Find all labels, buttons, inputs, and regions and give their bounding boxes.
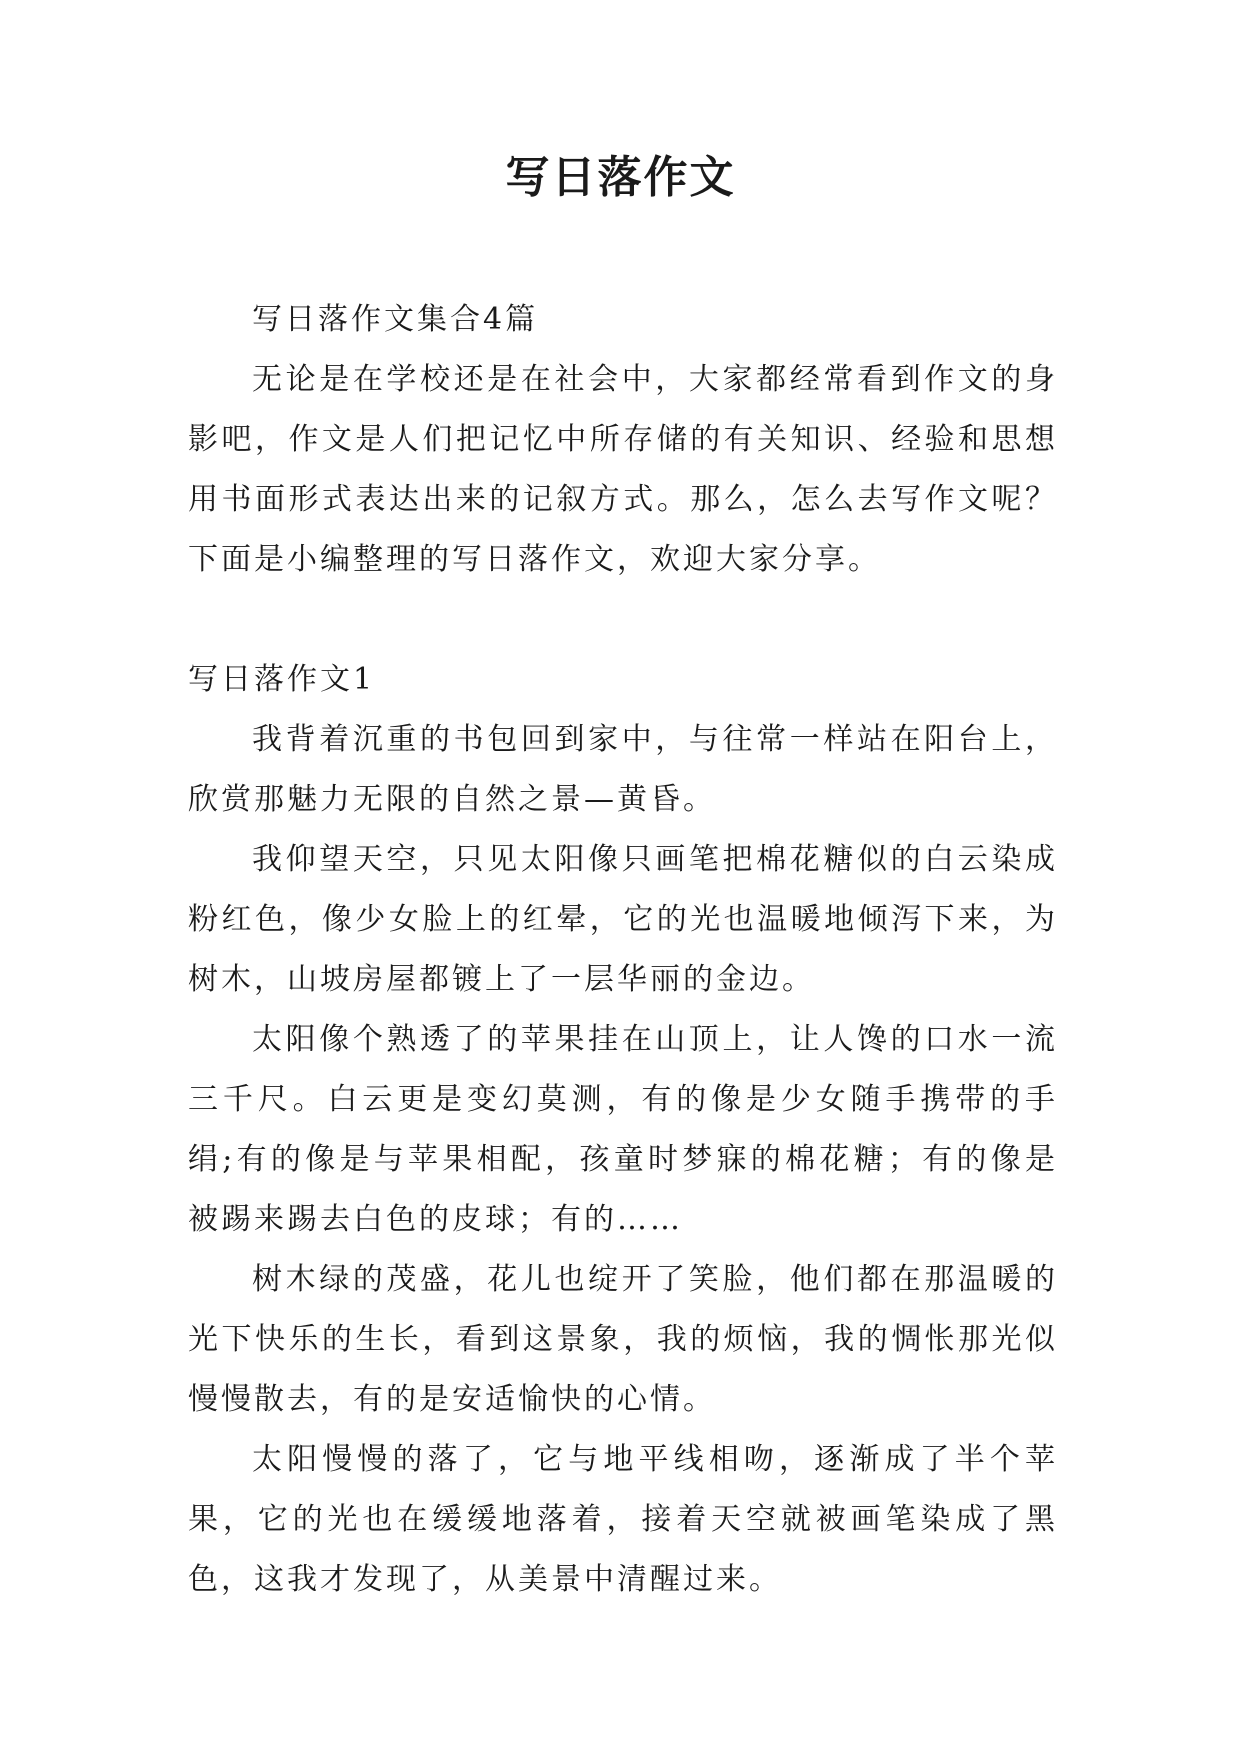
document-title: 写日落作文: [505, 152, 736, 203]
intro-paragraph: 无论是在学校还是在社会中，大家都经常看到作文的身影吧，作文是人们把记忆中所存储的有关知识、经验和思想用书面形式表达出来的记叙方式。那么，怎么去写作文呢？下面是小编整理的写日落作文，欢迎大家分享。: [188, 362, 1058, 577]
essay-paragraph: 树木绿的茂盛，花儿也绽开了笑脸，他们都在那温暖的光下快乐的生长，看到这景象，我的烦恼，我的惆怅那光似慢慢散去，有的是安适愉快的心情。: [188, 1262, 1058, 1417]
section-spacer: [188, 590, 1058, 650]
essay-paragraph: 我背着沉重的书包回到家中，与往常一样站在阳台上，欣赏那魅力无限的自然之景—黄昏。: [188, 722, 1058, 817]
section-heading: 写日落作文1: [188, 662, 376, 697]
essay-paragraph: 太阳像个熟透了的苹果挂在山顶上，让人馋的口水一流三千尺。白云更是变幻莫测，有的像是少女随手携带的手绢;有的像是与苹果相配，孩童时梦寐的棉花糖；有的像是被踢来踢去白色的皮球；有的……: [188, 1022, 1058, 1237]
essay-paragraph: 太阳慢慢的落了，它与地平线相吻，逐渐成了半个苹果，它的光也在缓缓地落着，接着天空就被画笔染成了黑色，这我才发现了，从美景中清醒过来。: [188, 1442, 1058, 1597]
document-body: [188, 290, 1058, 1610]
collection-line: 写日落作文集合4篇: [252, 302, 539, 337]
essay-paragraph: 我仰望天空，只见太阳像只画笔把棉花糖似的白云染成粉红色，像少女脸上的红晕，它的光也温暖地倾泻下来，为树木，山坡房屋都镀上了一层华丽的金边。: [188, 842, 1058, 997]
